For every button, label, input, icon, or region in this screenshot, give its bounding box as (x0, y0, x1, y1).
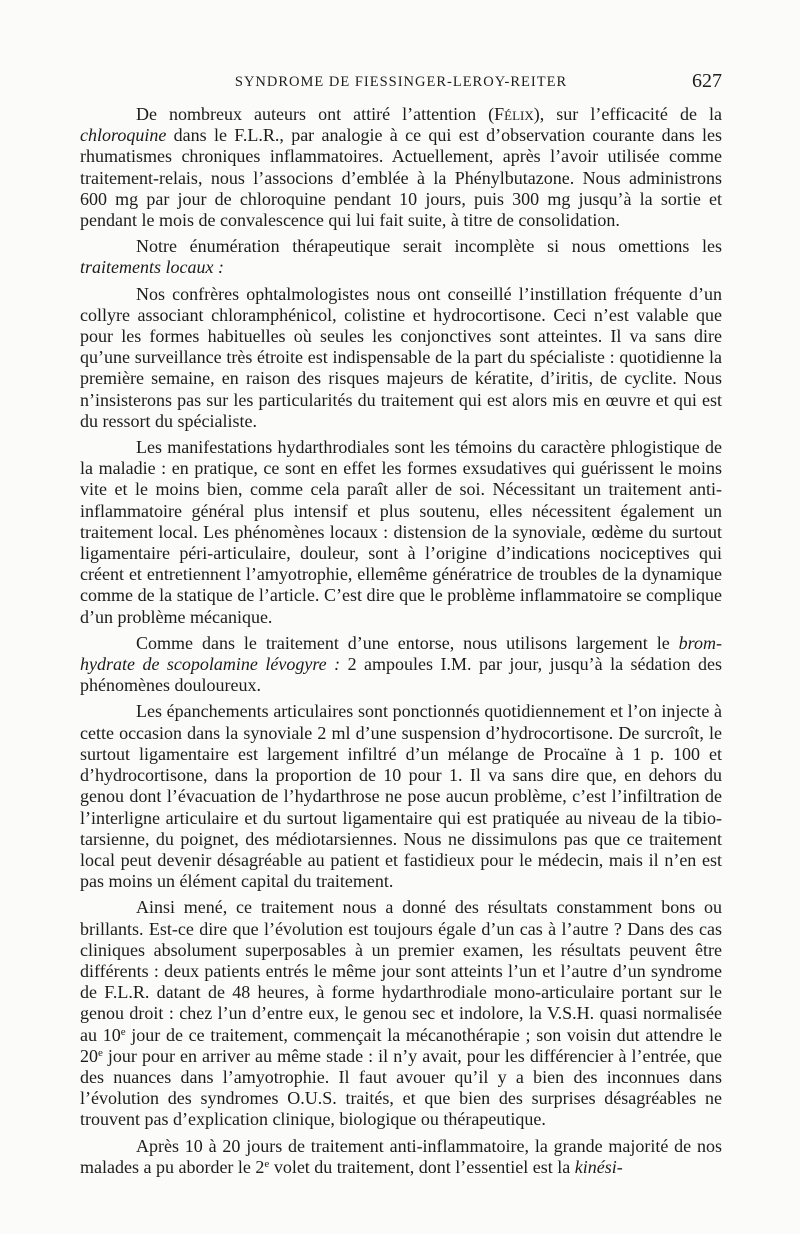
italic-text: kinési- (574, 1156, 623, 1177)
text-run: dans le F.L.R., par analogie à ce qui est d’observation courante dans les rhumatismes chroniques inflammatoires. Actuellement, après l’avoir utilisée comme traitement-relais, nous l’associons d’emblée à la Phénylbutazone. Nous administrons 600 mg par jour de chloroquine pendant 10 jours, puis 300 mg jusqu’à la sortie et pendant le mois de convalescence qui lui fait suite, à titre de consolidation. (80, 125, 722, 231)
text-run: De nombreux auteurs ont attiré l’attention ( (136, 104, 495, 124)
paragraph (80, 633, 722, 697)
text-run: Comme dans le traitement d’une entorse, nous utilisons largement le (136, 632, 679, 653)
page-number: 627 (692, 70, 722, 92)
paragraph (80, 1136, 722, 1178)
paragraph (80, 236, 722, 278)
text-run: Après 10 à 20 jours de traitement anti-inflammatoire, la grande majorité de nos malades a pu aborder le 2 (80, 1135, 722, 1177)
superscript: e (98, 1046, 103, 1059)
superscript: e (264, 1157, 270, 1170)
body-text (80, 104, 722, 1178)
italic-text: bromhydrate de scopolamine lévogyre : (80, 632, 722, 675)
text-run: Ainsi mené, ce traitement nous a donné des résultats constamment bons ou brillants. Est-ce dire que l’évolution est toujours égale d’un cas à l’autre ? Dans des cas cliniques absolument superposables à un premier examen, les résultats peuvent être différents : deux patients entrés le même jour sont atteints l’un et l’autre d’un syndrome de F.L.R. datant de 48 heures, à forme hydarthrodiale mono-articulaire portant sur le genou droit : chez l’un d’entre eux, le genou sec et indolore, la V.S.H. quasi normalisée au 10 (80, 897, 722, 1045)
paragraph (80, 437, 722, 628)
text-run: 2 ampoules I.M. par jour, jusqu’à la sédation des phénomènes douloureux. (80, 654, 722, 696)
paragraph (80, 897, 722, 1130)
text-run: Les manifestations hydarthrodiales sont les témoins du caractère phlogistique de la maladie : en pratique, ce sont en effet les formes exsudatives qui guérissent le moins vite et le moins bien, comme cela paraît aller de soi. Nécessitant un traitement anti-inflammatoire général plus intensif et plus soutenu, elles nécessitent également un traitement local. Les phénomènes locaux : distension de la synoviale, œdème du surtout ligamentaire péri-articulaire, douleur, sont à l’origine d’indications nociceptives qui créent et entretiennent l’amyotrophie, ellemême génératrice de troubles de la dynamique comme de la statique de l’article. C’est dire que le problème inflammatoire se complique d’un problème mécanique. (80, 437, 722, 627)
page-header (80, 70, 722, 98)
scan-artifact (560, 1214, 660, 1226)
superscript: e (120, 1025, 126, 1038)
text-run: Les épanchements articulaires sont ponctionnés quotidiennement et l’on injecte à cette occasion dans la synoviale 2 ml d’une suspension d’hydrocortisone. De surcroît, le surtout ligamentaire est largement infiltré d’un mélange de Procaïne à 1 p. 100 et d’hydrocortisone, dans la proportion de 10 pour 1. Il va sans dire que, en dehors du genou dont l’évacuation de l’hydarthrose ne pose aucun problème, c’est l’infiltration de l’interligne articulaire et du surtout ligamentaire qui est pratiquée au niveau de la tibio-tarsienne, du poignet, des médiotarsiennes. Nous ne dissimulons pas que ce traitement local peut devenir désagréable au patient et fastidieux pour le médecin, mais il n’en est pas moins un élément capital du traitement. (80, 701, 722, 892)
running-title: SYNDROME DE FIESSINGER-LEROY-REITER (234, 74, 568, 90)
paragraph (80, 701, 722, 892)
text-run: Notre énumération thérapeutique serait incomplète si nous omettions les (136, 236, 722, 257)
italic-text: traitements locaux : (80, 257, 224, 278)
text-run: ), sur l’efficacité de la (533, 104, 722, 124)
text-run: jour pour en arriver au même stade : il n’y avait, pour les différencier à l’entrée, que des nuances dans l’amyotrophie. Il faut avouer qu’il y a bien des inconnues dans l’évolution des syndromes O.U.S. traités, et que bien des surprises désagréables ne trouvent pas d’explication clinique, biologique ou thérapeutique. (80, 1045, 722, 1130)
paragraph (80, 104, 722, 231)
text-run: jour de ce traitement, commençait la mécanothérapie ; son voisin dut attendre le 20 (80, 1024, 723, 1066)
text-run: Nos confrères ophtalmologistes nous ont conseillé l’instillation fréquente d’un collyre associant chloramphénicol, colistine et hydrocortisone. Ceci n’est valable que pour les formes habituelles où seules les conjonctives sont atteintes. Il va sans dire qu’une surveillance très étroite est indispensable de la part du spécialiste : quotidienne la première semaine, en raison des risques majeurs de kératite, d’iritis, de cyclite. Nous n’insisterons pas sur les particularités du traitement qui est alors mis en œuvre et qui est du ressort du spécialiste. (80, 283, 722, 431)
text-run: volet du traitement, dont l’essentiel est la (269, 1156, 575, 1177)
italic-text: chloroquine (80, 125, 167, 146)
text-run: Félix (494, 104, 534, 124)
paragraph (80, 284, 722, 432)
